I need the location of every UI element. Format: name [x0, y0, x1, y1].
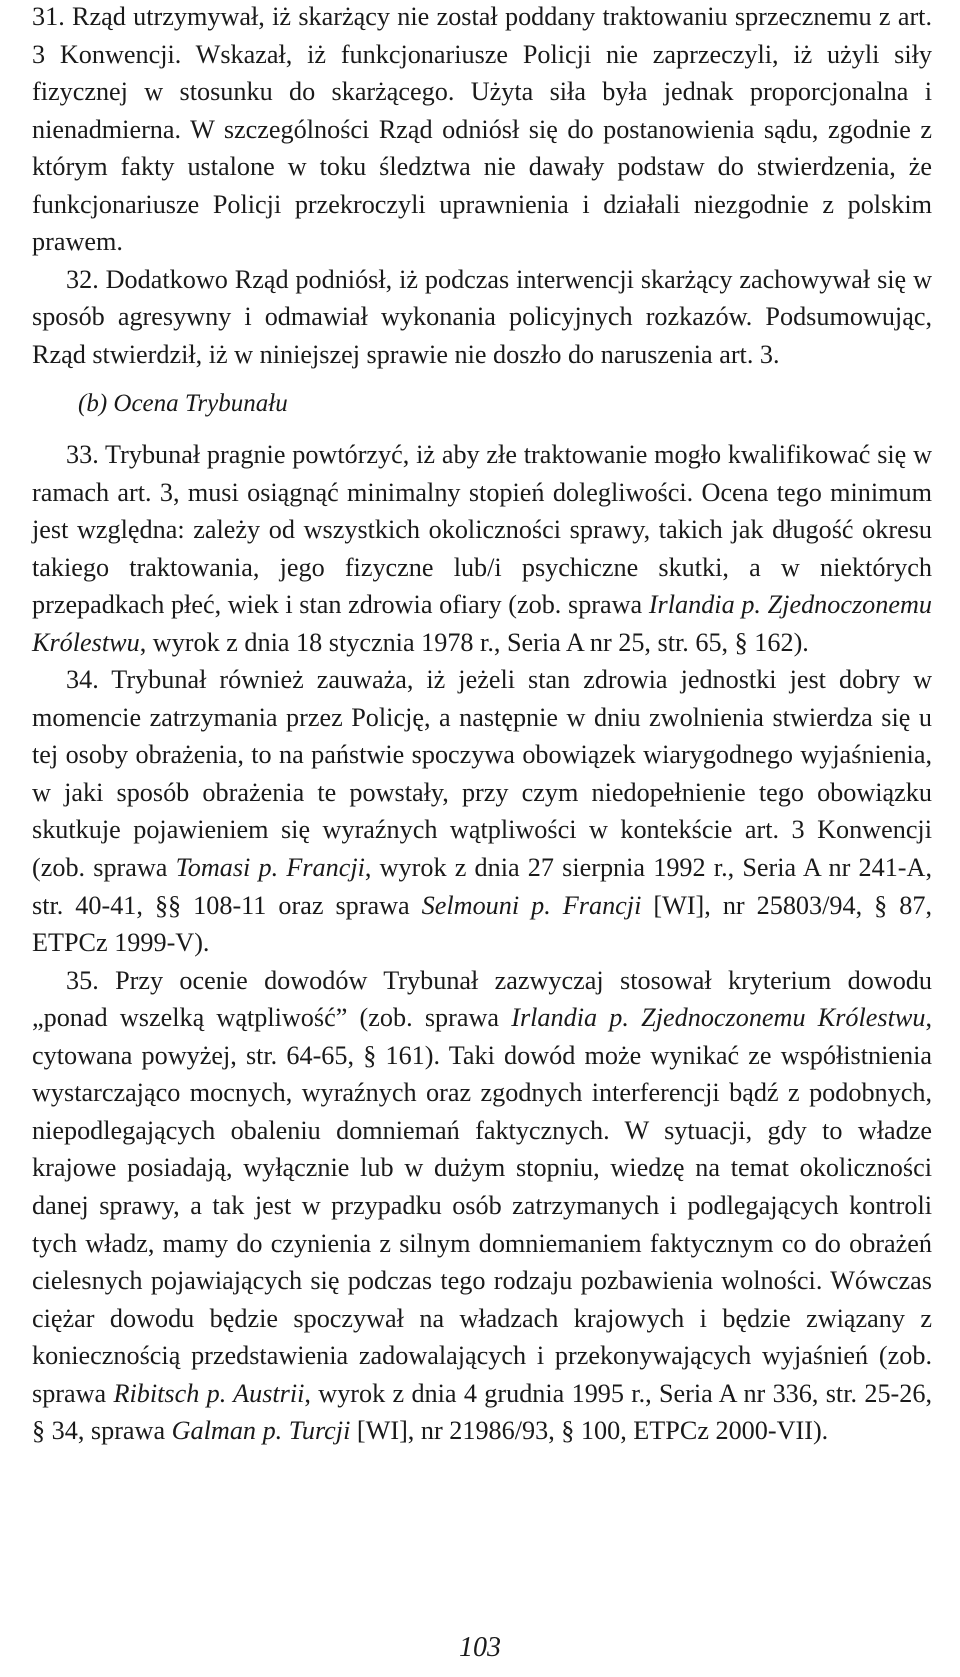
- case-citation: Galman p. Turcji: [171, 1416, 351, 1446]
- paragraph-34-text-a: 34. Trybunał również zauważa, iż jeżeli stan zdrowia jednostki jest dobry w momencie zatrzymania przez Policję, a następnie w dniu zwolnienia stwierdza się u tej osoby obrażenia, to na państwie spoczywa obowiązek wiarygodnego wyjaśnienia, w jaki sposób obrażenia te powstały, przy czym niedopełnienie tego obowiązku skutkuje pojawieniem się wyraźnych wątpliwości w kontekście art. 3 Konwencji (zob. sprawa: [32, 665, 932, 883]
- paragraph-35: [32, 962, 932, 1450]
- section-heading-text: (b) Ocena Trybunału: [78, 390, 288, 418]
- paragraph-33-text-a: 33. Trybunał pragnie powtórzyć, iż aby złe traktowanie mogło kwalifikować się w ramach art. 3, musi osiągnąć minimalny stopień dolegliwości. Ocena tego minimum jest względna: zależy od wszystkich okoliczności sprawy, takich jak długość okresu takiego traktowania, jego fizyczne lub/i psychiczne skutki, a w niektórych przepadkach płeć, wiek i stan zdrowia ofiary (zob. sprawa: [32, 440, 932, 620]
- case-citation: Selmouni p. Francji: [421, 890, 642, 920]
- case-citation: Irlandia p. Zjednoczonemu Królestwu: [32, 590, 932, 657]
- paragraph-33-text-b: , wyrok z dnia 18 stycznia 1978 r., Seria A nr 25, str. 65, § 162).: [139, 627, 809, 657]
- paragraph-35-text-b: , cytowana powyżej, str. 64-65, § 161). Taki dowód może wynikać ze współistnienia wystarczająco mocnych, wyraźnych oraz zgodnych interferencji bądź z podobnych, niepodlegających obaleniu domniemań faktycznych. W sytuacji, gdy to władze krajowe posiadają, wyłącznie lub w dużym stopniu, wiedzę na temat okoliczności danej sprawy, a tak jest w przypadku osób zatrzymanych i podlegających kontroli tych władz, mamy do czynienia z silnym domniemaniem faktycznym co do obrażeń cielesnych pojawiających się podczas tego rodzaju pozbawienia wolności. Wówczas ciężar dowodu będzie spoczywał na władzach krajowych i będzie związany z koniecznością przedstawienia zadowalających i przekonywających wyjaśnień (zob. sprawa: [32, 1003, 932, 1408]
- paragraph-35-text-a: 35. Przy ocenie dowodów Trybunał zazwyczaj stosował kryterium dowodu „ponad wszelką wątpliwość” (zob. sprawa: [32, 965, 932, 1033]
- paragraph-31-text: 31. Rząd utrzymywał, iż skarżący nie został poddany traktowaniu sprzecznemu z art. 3 Konwencji. Wskazał, iż funkcjonariusze Policji nie zaprzeczyli, iż użyli siły fizycznej w stosunku do skarżącego. Użyta siła była jednak proporcjonalna i nienadmierna. W szczególności Rząd odniósł się do postanowienia sądu, zgodnie z którym fakty ustalone w toku śledztwa nie dawały podstaw do stwierdzenia, że funkcjonariusze Policji przekroczyli uprawnienia i działali niezgodnie z polskim prawem.: [32, 2, 932, 257]
- page-number: 103: [459, 1632, 501, 1663]
- case-citation: Irlandia p. Zjednoczonemu Królestwu: [511, 1003, 926, 1033]
- paragraph-31: [32, 0, 932, 261]
- section-heading: [32, 385, 932, 423]
- paragraph-35-text-c: , wyrok z dnia 4 grudnia 1995 r., Seria A nr 336, str. 25-26, § 34, sprawa: [32, 1378, 932, 1446]
- paragraph-34-text-b: , wyrok z dnia 27 sierpnia 1992 r., Seria A nr 241-A, str. 40-41, §§ 108-11 oraz sprawa: [32, 853, 932, 920]
- paragraph-32-text: 32. Dodatkowo Rząd podniósł, iż podczas interwencji skarżący zachowywał się w sposób agresywny i odmawiał wykonania policyjnych rozkazów. Podsumowując, Rząd stwierdził, iż w niniejszej sprawie nie doszło do naruszenia art. 3.: [32, 264, 932, 369]
- paragraph-32: [32, 261, 932, 374]
- paragraph-33: [32, 436, 932, 661]
- paragraph-34-text-c: [WI], nr 25803/94, § 87, ETPCz 1999-V).: [32, 890, 932, 958]
- case-citation: Ribitsch p. Austrii: [113, 1378, 305, 1408]
- body-text: [32, 0, 932, 1450]
- case-citation: Tomasi p. Francji: [175, 853, 365, 883]
- paragraph-35-text-d: [WI], nr 21986/93, § 100, ETPCz 2000-VII).: [350, 1416, 829, 1446]
- paragraph-34: [32, 661, 932, 961]
